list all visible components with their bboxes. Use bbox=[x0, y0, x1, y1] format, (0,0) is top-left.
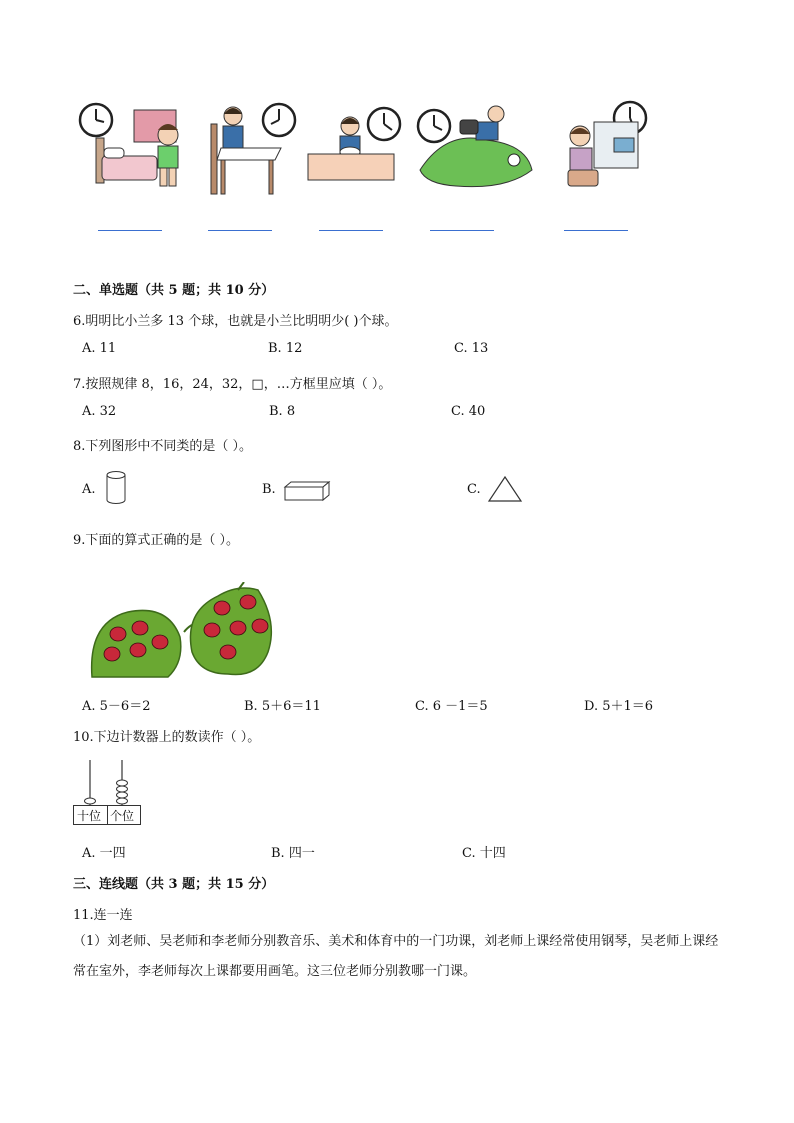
scene-eating bbox=[306, 100, 402, 186]
place-label-tens: 十位 bbox=[77, 809, 102, 823]
option-c[interactable]: C. 13 bbox=[454, 341, 489, 356]
bead-icon bbox=[85, 798, 96, 804]
option-b[interactable]: B. bbox=[262, 482, 276, 497]
question-10: 10.下边计数器上的数读作（ ）。 bbox=[73, 730, 261, 745]
option-c[interactable]: C. 6 －1＝5 bbox=[415, 699, 488, 714]
cylinder-icon bbox=[104, 470, 128, 506]
abacus-rods bbox=[74, 758, 140, 806]
option-b[interactable]: B. 8 bbox=[269, 404, 296, 419]
option-a[interactable]: A. 一四 bbox=[82, 846, 126, 861]
bead-icon bbox=[117, 786, 128, 792]
scene-homework bbox=[205, 100, 301, 200]
question-8: 8.下列图形中不同类的是（ ）。 bbox=[73, 439, 253, 454]
option-c[interactable]: C. 十四 bbox=[462, 846, 506, 861]
abacus-divider bbox=[107, 806, 108, 824]
option-d[interactable]: D. 5＋1＝6 bbox=[584, 699, 654, 714]
answer-blank[interactable] bbox=[430, 230, 494, 231]
question-6: 6.明明比小兰多 13 个球，也就是小兰比明明少( )个球。 bbox=[73, 314, 398, 329]
answer-blank[interactable] bbox=[208, 230, 272, 231]
option-a[interactable]: A. 5－6＝2 bbox=[82, 699, 151, 714]
bead-icon bbox=[117, 798, 128, 804]
answer-blank[interactable] bbox=[564, 230, 628, 231]
scene-night bbox=[564, 100, 652, 190]
option-b[interactable]: B. 5＋6＝11 bbox=[244, 699, 321, 714]
option-c[interactable]: C. bbox=[467, 482, 481, 497]
abacus-base bbox=[73, 805, 141, 825]
cuboid-icon bbox=[283, 479, 333, 503]
option-b[interactable]: B. 12 bbox=[268, 341, 303, 356]
question-9: 9.下面的算式正确的是（ ）。 bbox=[73, 533, 240, 548]
option-a[interactable]: A. 32 bbox=[82, 404, 117, 419]
question-7: 7.按照规律 8，16，24，32，□，…方框里应填（ ）。 bbox=[73, 377, 392, 392]
answer-blank[interactable] bbox=[98, 230, 162, 231]
answer-blank[interactable] bbox=[319, 230, 383, 231]
scene-wake-up bbox=[76, 100, 194, 200]
triangle-icon bbox=[487, 475, 523, 503]
option-a[interactable]: A. 11 bbox=[82, 341, 117, 356]
section-heading: 三、连线题（共 3 题；共 15 分） bbox=[73, 877, 275, 892]
bead-icon bbox=[117, 792, 128, 798]
option-c[interactable]: C. 40 bbox=[451, 404, 486, 419]
scene-playing bbox=[416, 100, 536, 192]
question-11-part-1: （1）刘老师、吴老师和李老师分别教音乐、美术和体育中的一门功课，刘老师上课经常使用钢琴，吴老师上课经常在室外，李老师每次上课都要用画笔。这三位老师分别教哪一门课。 bbox=[73, 934, 719, 979]
option-b[interactable]: B. 四一 bbox=[271, 846, 315, 861]
section-heading: 二、单选题（共 5 题；共 10 分） bbox=[73, 283, 275, 298]
option-a[interactable]: A. bbox=[82, 482, 96, 497]
place-label-ones: 个位 bbox=[110, 809, 135, 823]
ladybug-leaves-picture bbox=[88, 582, 280, 682]
bead-icon bbox=[117, 780, 128, 786]
question-11: 11.连一连 bbox=[73, 908, 133, 923]
